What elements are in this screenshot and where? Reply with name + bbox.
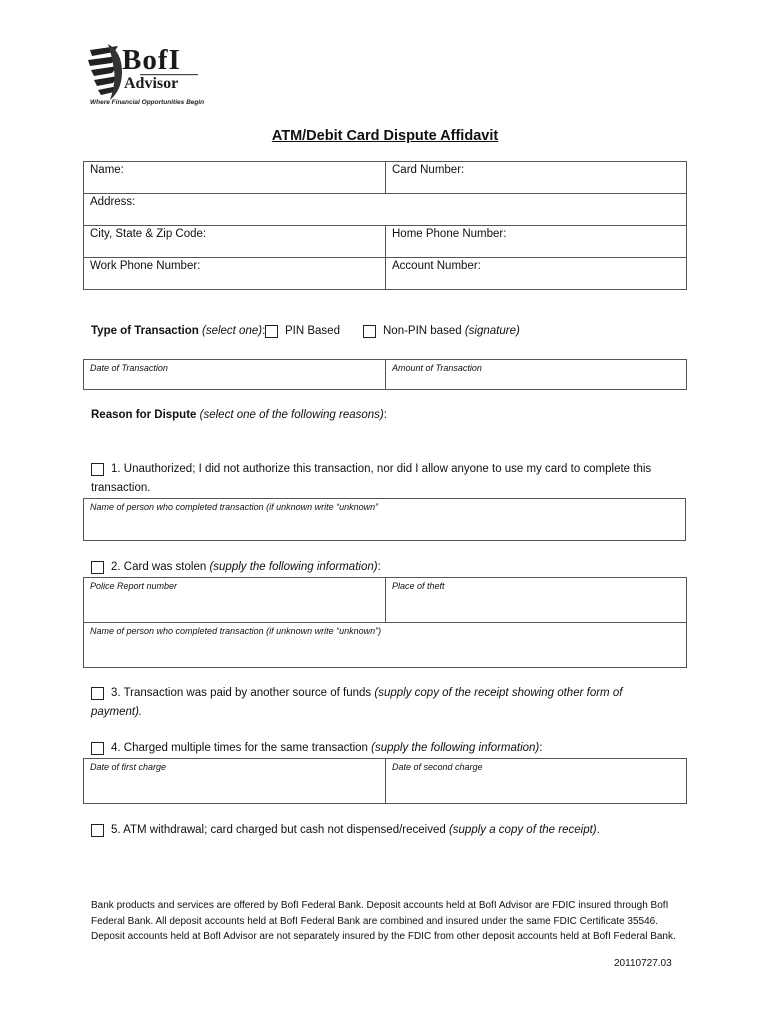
home-phone-field[interactable]: [386, 226, 687, 258]
transaction-type-label: Type of Transaction: [91, 325, 199, 337]
reason-4-text: 4. Charged multiple times for the same transaction: [111, 742, 368, 754]
reason-2-table: [83, 577, 687, 668]
card-number-field[interactable]: [386, 162, 687, 194]
non-pin-based-hint: (signature): [464, 325, 520, 337]
reason-2-row: [111, 561, 381, 573]
pin-based-label: PIN Based: [285, 325, 340, 337]
city-state-zip-label: City, State & Zip Code:: [90, 228, 207, 240]
reason-1-text: 1. Unauthorized; I did not authorize this transaction, nor did I allow anyone to use my card to complete this: [111, 463, 652, 475]
reason-hint: (select one of the following reasons): [199, 409, 384, 421]
city-state-zip-field[interactable]: [84, 226, 386, 258]
transaction-amount-field[interactable]: [386, 360, 687, 390]
reason-2-person-label: Name of person who completed transaction (if unknown write “unknown”): [90, 626, 382, 636]
reason-4-row: [111, 742, 542, 754]
place-of-theft-label: Place of theft: [392, 581, 445, 591]
second-charge-date-field[interactable]: [386, 759, 687, 804]
reason-3-continuation: [91, 706, 142, 718]
reason-4-hint: (supply the following information): [371, 742, 540, 754]
reason-label: Reason for Dispute: [91, 409, 197, 421]
reason-3-hint: (supply copy of the receipt showing other form of: [374, 687, 623, 699]
reason-1-table: [83, 498, 686, 541]
form-code: 20110727.03: [614, 958, 672, 969]
name-label: Name:: [90, 164, 124, 176]
non-pin-based-checkbox[interactable]: [363, 325, 376, 338]
reason-1-checkbox[interactable]: [91, 463, 104, 476]
reason-2-checkbox[interactable]: [91, 561, 104, 574]
transaction-date-label: Date of Transaction: [90, 363, 168, 373]
transaction-date-field[interactable]: [84, 360, 386, 390]
reason-2-text: 2. Card was stolen: [111, 561, 207, 573]
reason-5-row: [111, 824, 600, 836]
transaction-type-colon: :: [262, 325, 266, 337]
pin-based-checkbox[interactable]: [265, 325, 278, 338]
customer-info-table: [83, 161, 687, 290]
account-number-field[interactable]: [386, 258, 687, 290]
transaction-type-row: [91, 325, 265, 337]
transaction-details-table: [83, 359, 687, 390]
home-phone-label: Home Phone Number:: [392, 228, 507, 240]
reason-1-person-label: Name of person who completed transaction (if unknown write “unknown”: [90, 502, 379, 512]
place-of-theft-field[interactable]: [386, 578, 687, 623]
transaction-type-hint: (select one): [201, 325, 263, 337]
reason-2-hint: (supply the following information): [209, 561, 378, 573]
first-charge-date-label: Date of first charge: [90, 762, 167, 772]
reason-5-checkbox[interactable]: [91, 824, 104, 837]
reason-3-checkbox[interactable]: [91, 687, 104, 700]
form-title: ATM/Debit Card Dispute Affidavit: [271, 128, 499, 144]
reason-1-continuation: transaction.: [91, 482, 151, 494]
reason-5-end: .: [596, 824, 600, 836]
logo-tagline: Where Financial Opportunities Begin: [90, 99, 205, 106]
reason-4-table: [83, 758, 687, 804]
non-pin-based-option: [383, 325, 520, 337]
transaction-amount-label: Amount of Transaction: [392, 363, 482, 373]
fdic-disclaimer: Bank products and services are offered by BofI Federal Bank. Deposit accounts held at BofI Advisor are FDIC insured through BofI Federal Bank. All deposit accounts held at BofI Federal Bank are combined and insured under the same FDIC Certificate 35546. Deposit accounts held at BofI Advisor are not separately insured by the FDIC from other deposit accounts held at BofI Federal Bank.: [91, 900, 676, 942]
logo-sub-text: Advisor: [124, 75, 179, 92]
reason-5-text: 5. ATM withdrawal; card charged but cash not dispensed/received: [111, 824, 446, 836]
card-number-label: Card Number:: [392, 164, 465, 176]
police-report-field[interactable]: [84, 578, 386, 623]
reason-3-row: [111, 687, 622, 699]
work-phone-label: Work Phone Number:: [90, 260, 201, 272]
reason-4-checkbox[interactable]: [91, 742, 104, 755]
reason-3-cont-text: payment).: [91, 706, 143, 718]
logo-brand-text: BofI: [122, 44, 181, 76]
name-field[interactable]: [84, 162, 386, 194]
address-label: Address:: [90, 196, 136, 208]
reason-heading: [91, 409, 387, 421]
address-field[interactable]: [84, 194, 687, 226]
reason-colon: :: [383, 409, 387, 421]
police-report-label: Police Report number: [90, 581, 178, 591]
non-pin-based-label: Non-PIN based: [383, 325, 462, 337]
first-charge-date-field[interactable]: [84, 759, 386, 804]
reason-5-hint: (supply a copy of the receipt): [448, 824, 597, 836]
reason-2-person-field[interactable]: [84, 623, 687, 668]
second-charge-date-label: Date of second charge: [392, 762, 483, 772]
reason-2-colon: :: [377, 561, 381, 573]
reason-3-text: 3. Transaction was paid by another source of funds: [111, 687, 372, 699]
work-phone-field[interactable]: [84, 258, 386, 290]
account-number-label: Account Number:: [392, 260, 481, 272]
reason-4-colon: :: [539, 742, 543, 754]
reason-1-person-field[interactable]: [84, 499, 686, 541]
